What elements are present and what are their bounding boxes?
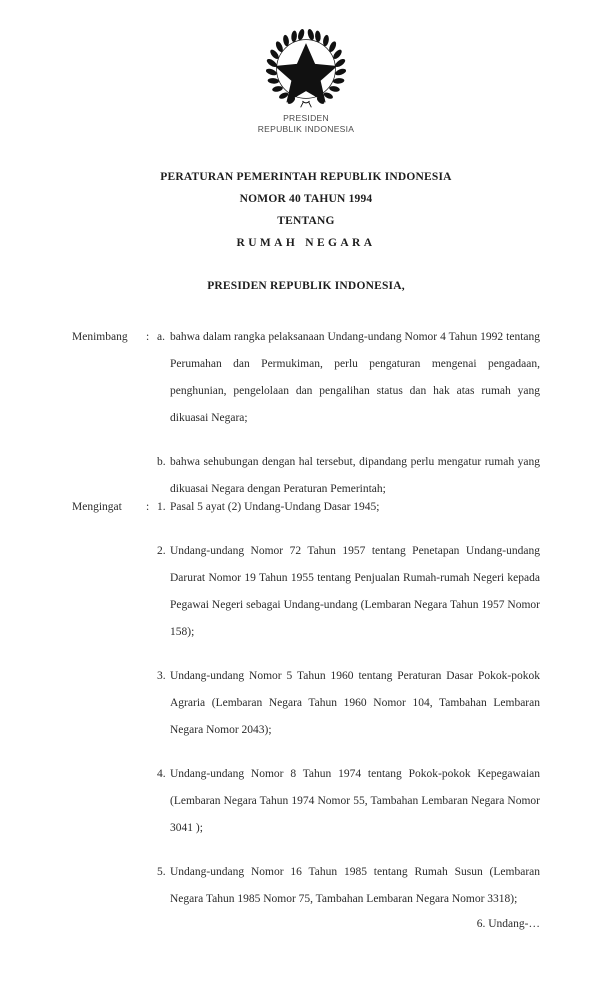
list-item-marker: 4. bbox=[157, 768, 166, 780]
list-item bbox=[157, 859, 540, 913]
garuda-star-wreath-emblem bbox=[260, 28, 352, 110]
emblem-block bbox=[0, 28, 612, 135]
list-item-text: Undang-undang Nomor 5 Tahun 1960 tentang Peraturan Dasar Pokok-pokok Agraria (Lembaran Negara Tahun 1960 Nomor 104, Tambahan Lembaran Negara Nomor 2043); bbox=[170, 670, 540, 736]
mengingat-colon: : bbox=[146, 501, 150, 513]
menimbang-items bbox=[157, 324, 540, 503]
mengingat-row bbox=[72, 494, 540, 913]
list-item-marker: a. bbox=[157, 331, 165, 343]
page-catchword: 6. Undang-… bbox=[476, 918, 540, 930]
list-item-text: Undang-undang Nomor 16 Tahun 1985 tentang Rumah Susun (Lembaran Negara Tahun 1985 Nomor 75, Tambahan Lembaran Negara Nomor 3318); bbox=[170, 866, 540, 905]
menimbang-block bbox=[72, 324, 540, 503]
heading-line-subject bbox=[0, 232, 612, 254]
mengingat-items bbox=[157, 494, 540, 913]
emblem-caption-line-1: PRESIDEN bbox=[283, 113, 329, 123]
list-item bbox=[157, 663, 540, 744]
heading-subject-word-1: RUMAH bbox=[236, 237, 299, 249]
list-item bbox=[157, 494, 540, 521]
emblem-caption bbox=[0, 113, 612, 135]
list-item bbox=[157, 761, 540, 842]
heading-line-number: NOMOR 40 TAHUN 1994 bbox=[239, 193, 373, 205]
list-item-marker: b. bbox=[157, 456, 166, 468]
heading-line-regulation: PERATURAN PEMERINTAH REPUBLIK INDONESIA bbox=[160, 171, 452, 183]
list-item-text: Pasal 5 ayat (2) Undang-Undang Dasar 1945; bbox=[170, 501, 380, 513]
list-item-marker: 2. bbox=[157, 545, 166, 557]
emblem-caption-line-2: REPUBLIK INDONESIA bbox=[257, 124, 355, 134]
list-item-text: bahwa sehubungan dengan hal tersebut, dipandang perlu mengatur rumah yang dikuasai Negara dengan Peraturan Pemerintah; bbox=[170, 456, 540, 495]
president-line: PRESIDEN REPUBLIK INDONESIA, bbox=[207, 280, 405, 292]
heading-subject-word-2: NEGARA bbox=[305, 237, 376, 249]
list-item-marker: 3. bbox=[157, 670, 166, 682]
list-item-text: Undang-undang Nomor 72 Tahun 1957 tentang Penetapan Undang-undang Darurat Nomor 19 Tahun 1955 tentang Penjualan Rumah-rumah Negeri kepada Pegawai Negeri sebagai Undang-undang (Lembaran Negara Tahun 1957 Nomor 158); bbox=[170, 545, 540, 638]
menimbang-colon: : bbox=[146, 331, 150, 343]
list-item-text: Undang-undang Nomor 8 Tahun 1974 tentang Pokok-pokok Kepegawaian (Lembaran Negara Tahun 1974 Nomor 55, Tambahan Lembaran Negara Nomor 3041 ); bbox=[170, 768, 540, 834]
menimbang-row bbox=[72, 324, 540, 503]
list-item-text: bahwa dalam rangka pelaksanaan Undang-undang Nomor 4 Tahun 1992 tentang Perumahan dan Permukiman, perlu pengaturan mengenai pengadaan, penghunian, pengelolaan dan pengalihan status dan hak atas rumah yang dikuasai Negara; bbox=[170, 331, 540, 424]
document-heading bbox=[0, 166, 612, 254]
heading-line-tentang: TENTANG bbox=[277, 215, 335, 227]
list-item-marker: 5. bbox=[157, 866, 166, 878]
mengingat-label: Mengingat bbox=[72, 501, 122, 513]
list-item bbox=[157, 538, 540, 646]
list-item-marker: 1. bbox=[157, 501, 166, 513]
mengingat-block bbox=[72, 494, 540, 913]
menimbang-label: Menimbang bbox=[72, 331, 128, 343]
list-item bbox=[157, 324, 540, 432]
